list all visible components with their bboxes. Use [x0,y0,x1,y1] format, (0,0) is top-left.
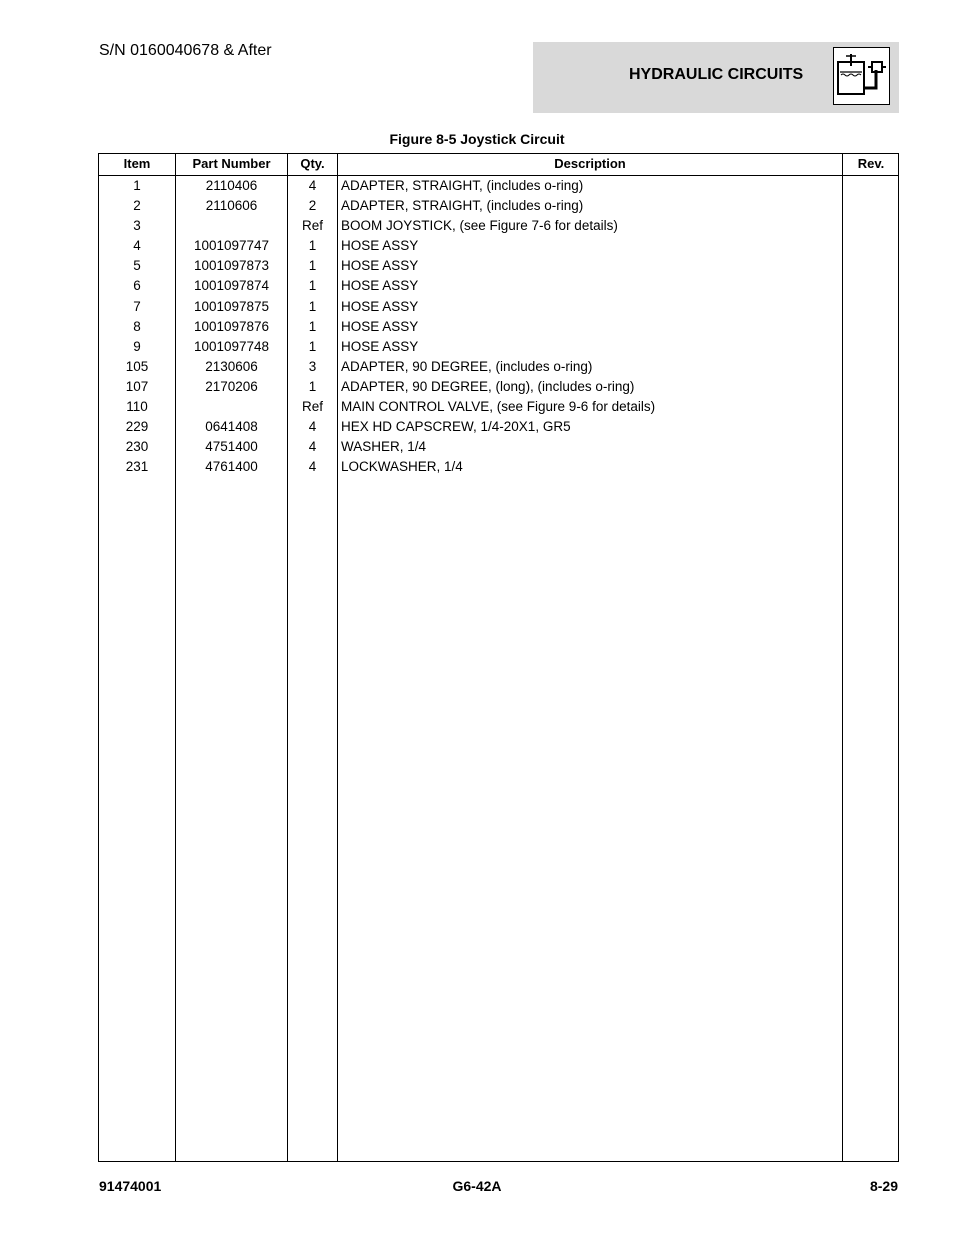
serial-number-range: S/N 0160040678 & After [99,42,272,59]
item-number: 9 [133,338,141,354]
item-number: 107 [125,378,149,394]
table-row [99,417,898,437]
description: MAIN CONTROL VALVE, (see Figure 9-6 for details) [341,399,656,415]
quantity: 1 [308,318,317,334]
table-row [99,176,898,196]
table-row [99,397,898,417]
part-number: 2130606 [205,358,258,374]
section-title: HYDRAULIC CIRCUITS [629,66,804,83]
hydraulic-reservoir-icon [833,47,890,105]
table-row [99,236,898,256]
quantity: 1 [308,258,317,274]
section-tab [533,42,899,113]
column-header-rev: Rev. [857,156,885,171]
column-header-part-number: Part Number [192,156,271,171]
table-row [99,297,898,317]
description: HOSE ASSY [341,238,419,254]
table-row [99,276,898,296]
column-header-qty: Qty. [300,156,325,171]
table-row [99,317,898,337]
description: HOSE ASSY [341,258,419,274]
quantity: 2 [308,198,317,214]
part-number: 1001097874 [193,278,270,294]
part-number: 2170206 [205,378,258,394]
item-number: 229 [125,419,149,435]
item-number: 1 [133,178,141,193]
part-number: 4761400 [205,459,258,475]
table-row [99,196,898,216]
column-header-description: Description [554,156,626,171]
table-row [99,216,898,236]
description: HOSE ASSY [341,338,419,354]
quantity: 3 [308,358,317,374]
parts-table [98,153,899,1162]
footer-manual-number: 91474001 [99,1178,162,1194]
item-number: 4 [133,238,141,254]
description: HEX HD CAPSCREW, 1/4-20X1, GR5 [341,419,571,435]
quantity: 4 [308,178,317,193]
item-number: 8 [133,318,141,334]
quantity: Ref [301,218,323,234]
quantity: 1 [308,338,317,354]
quantity: 4 [308,459,317,475]
part-number: 2110606 [205,198,258,214]
table-body [99,176,898,477]
item-number: 5 [133,258,141,274]
quantity: 1 [308,298,317,314]
part-number: 0641408 [205,419,258,435]
part-number: 1001097748 [193,338,270,354]
part-number: 4751400 [205,439,258,455]
table-row [99,357,898,377]
description: ADAPTER, STRAIGHT, (includes o-ring) [341,178,584,193]
quantity: 4 [308,439,317,455]
quantity: 1 [308,238,317,254]
part-number: 1001097876 [193,318,270,334]
part-number: 1001097873 [193,258,270,274]
item-number: 105 [125,358,149,374]
quantity: 1 [308,278,317,294]
figure-title: Figure 8-5 Joystick Circuit [389,131,565,147]
item-number: 231 [125,459,149,475]
table-row [99,437,898,457]
quantity: Ref [301,399,323,415]
item-number: 230 [125,439,149,455]
description: BOOM JOYSTICK, (see Figure 7-6 for details) [341,218,618,234]
part-number: 1001097875 [193,298,270,314]
part-number: 2110406 [205,178,258,193]
part-number: 1001097747 [193,238,270,254]
item-number: 3 [133,218,141,234]
description: HOSE ASSY [341,318,419,334]
footer-model: G6-42A [452,1178,502,1194]
table-row [99,377,898,397]
table-row [99,337,898,357]
column-header-item: Item [123,156,151,171]
quantity: 1 [308,378,317,394]
description: ADAPTER, 90 DEGREE, (long), (includes o-ring) [341,378,635,394]
description: HOSE ASSY [341,278,419,294]
description: WASHER, 1/4 [341,439,427,455]
quantity: 4 [308,419,317,435]
table-row [99,457,898,477]
item-number: 6 [133,278,141,294]
item-number: 7 [133,298,141,314]
description: ADAPTER, STRAIGHT, (includes o-ring) [341,198,584,214]
description: ADAPTER, 90 DEGREE, (includes o-ring) [341,358,593,374]
description: HOSE ASSY [341,298,419,314]
table-row [99,256,898,276]
footer-page-number: 8-29 [869,1178,898,1194]
description: LOCKWASHER, 1/4 [341,459,463,475]
item-number: 110 [126,399,148,415]
item-number: 2 [133,198,141,214]
